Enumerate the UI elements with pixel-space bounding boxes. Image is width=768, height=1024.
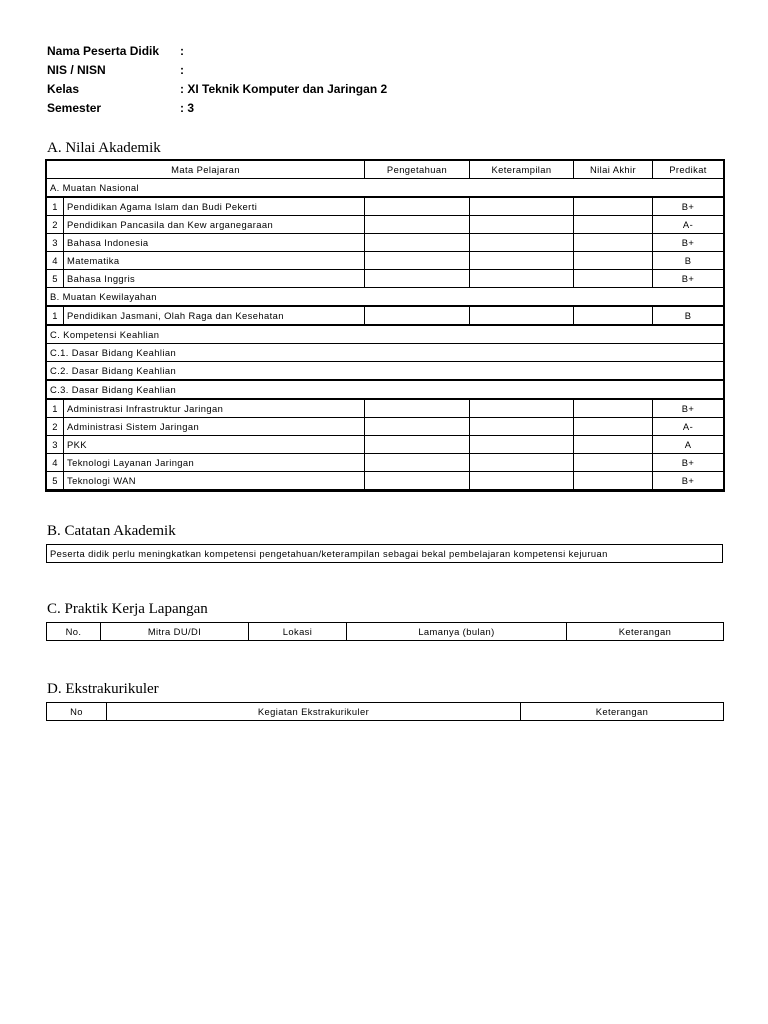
header-kegiatan: Kegiatan Ekstrakurikuler <box>107 703 521 721</box>
pengetahuan-cell <box>365 197 470 216</box>
predikat-cell: A <box>653 436 724 454</box>
row-number: 1 <box>47 197 64 216</box>
pengetahuan-cell <box>365 306 470 325</box>
student-nis-label: NIS / NISN <box>47 62 106 77</box>
internship-header-row <box>47 623 724 641</box>
academic-note: Peserta didik perlu meningkatkan kompetensi pengetahuan/keterampilan sebagai bekal pembelajaran kompetensi kejuruan <box>47 545 723 563</box>
pengetahuan-cell <box>365 216 470 234</box>
keterampilan-cell <box>470 472 574 491</box>
note-row <box>47 545 723 563</box>
predikat-cell: B+ <box>653 454 724 472</box>
nilai-akhir-cell <box>574 472 653 491</box>
pengetahuan-cell <box>365 418 470 436</box>
section-a-title: A. Nilai Akademik <box>47 140 161 156</box>
nilai-akhir-cell <box>574 454 653 472</box>
predikat-cell: B+ <box>653 270 724 288</box>
nilai-akhir-cell <box>574 306 653 325</box>
row-number: 1 <box>47 399 64 418</box>
keterampilan-cell <box>470 234 574 252</box>
row-number: 4 <box>47 454 64 472</box>
pengetahuan-cell <box>365 472 470 491</box>
group-row <box>47 380 724 399</box>
keterampilan-cell <box>470 252 574 270</box>
group-row <box>47 288 724 307</box>
nilai-akhir-cell <box>574 436 653 454</box>
row-number: 3 <box>47 436 64 454</box>
keterampilan-cell <box>470 418 574 436</box>
student-nis-value: : <box>180 62 184 77</box>
table-row <box>47 472 724 491</box>
extracurricular-table <box>46 702 724 721</box>
subject-name: Pendidikan Agama Islam dan Budi Pekerti <box>64 197 365 216</box>
nilai-akhir-cell <box>574 270 653 288</box>
subject-name: Administrasi Sistem Jaringan <box>64 418 365 436</box>
predikat-cell: B+ <box>653 234 724 252</box>
student-name-value: : <box>180 43 184 58</box>
extracurricular-header-row <box>47 703 724 721</box>
nilai-akhir-cell <box>574 399 653 418</box>
grades-header-row <box>47 161 724 179</box>
row-number: 2 <box>47 418 64 436</box>
subject-name: PKK <box>64 436 365 454</box>
nilai-akhir-cell <box>574 197 653 216</box>
subject-name: Administrasi Infrastruktur Jaringan <box>64 399 365 418</box>
table-row <box>47 270 724 288</box>
predikat-cell: B <box>653 306 724 325</box>
student-semester-value: : 3 <box>180 100 195 115</box>
row-number: 5 <box>47 472 64 491</box>
keterampilan-cell <box>470 436 574 454</box>
keterampilan-cell <box>470 399 574 418</box>
student-name-row <box>47 41 387 60</box>
table-row <box>47 399 724 418</box>
header-keterampilan: Keterampilan <box>470 161 574 179</box>
keterampilan-cell <box>470 197 574 216</box>
header-mata-pelajaran: Mata Pelajaran <box>47 161 365 179</box>
group-row <box>47 179 724 198</box>
row-number: 2 <box>47 216 64 234</box>
table-row <box>47 418 724 436</box>
header-lokasi: Lokasi <box>249 623 347 641</box>
row-number: 1 <box>47 306 64 325</box>
pengetahuan-cell <box>365 234 470 252</box>
nilai-akhir-cell <box>574 252 653 270</box>
header-keterangan: Keterangan <box>521 703 724 721</box>
table-row <box>47 197 724 216</box>
keterampilan-cell <box>470 216 574 234</box>
nilai-akhir-cell <box>574 216 653 234</box>
subject-name: Pendidikan Jasmani, Olah Raga dan Kesehatan <box>64 306 365 325</box>
grades-table <box>46 160 724 491</box>
table-row <box>47 454 724 472</box>
section-c-title: C. Praktik Kerja Lapangan <box>47 601 208 617</box>
pengetahuan-cell <box>365 454 470 472</box>
nilai-akhir-cell <box>574 418 653 436</box>
row-number: 4 <box>47 252 64 270</box>
group-row <box>47 325 724 344</box>
predikat-cell: B+ <box>653 197 724 216</box>
pengetahuan-cell <box>365 399 470 418</box>
group-c2: C.2. Dasar Bidang Keahlian <box>47 362 724 381</box>
section-d-title: D. Ekstrakurikuler <box>47 681 159 697</box>
pengetahuan-cell <box>365 436 470 454</box>
internship-table <box>46 622 724 641</box>
predikat-cell: B+ <box>653 399 724 418</box>
header-no: No <box>47 703 107 721</box>
group-c3: C.3. Dasar Bidang Keahlian <box>47 380 724 399</box>
table-row <box>47 234 724 252</box>
group-c1: C.1. Dasar Bidang Keahlian <box>47 344 724 362</box>
subject-name: Bahasa Inggris <box>64 270 365 288</box>
section-b-title: B. Catatan Akademik <box>47 523 176 539</box>
predikat-cell: B+ <box>653 472 724 491</box>
group-muatan-nasional: A. Muatan Nasional <box>47 179 724 198</box>
pengetahuan-cell <box>365 270 470 288</box>
student-semester-row <box>47 98 387 117</box>
student-nis-row <box>47 60 387 79</box>
student-name-label: Nama Peserta Didik <box>47 43 160 58</box>
keterampilan-cell <box>470 306 574 325</box>
student-info <box>47 41 387 117</box>
header-keterangan: Keterangan <box>567 623 724 641</box>
keterampilan-cell <box>470 270 574 288</box>
subject-name: Matematika <box>64 252 365 270</box>
student-class-value: : XI Teknik Komputer dan Jaringan 2 <box>180 81 388 96</box>
predikat-cell: A- <box>653 216 724 234</box>
table-row <box>47 436 724 454</box>
predikat-cell: A- <box>653 418 724 436</box>
header-pengetahuan: Pengetahuan <box>365 161 470 179</box>
subject-name: Pendidikan Pancasila dan Kew arganegaraan <box>64 216 365 234</box>
student-class-label: Kelas <box>47 81 80 96</box>
row-number: 3 <box>47 234 64 252</box>
student-class-row <box>47 79 387 98</box>
group-kompetensi-keahlian: C. Kompetensi Keahlian <box>47 325 724 344</box>
predikat-cell: B <box>653 252 724 270</box>
header-no: No. <box>47 623 101 641</box>
row-number: 5 <box>47 270 64 288</box>
subject-name: Teknologi WAN <box>64 472 365 491</box>
subject-name: Teknologi Layanan Jaringan <box>64 454 365 472</box>
student-semester-label: Semester <box>47 100 102 115</box>
header-mitra: Mitra DU/DI <box>101 623 249 641</box>
group-muatan-kewilayahan: B. Muatan Kewilayahan <box>47 288 724 307</box>
nilai-akhir-cell <box>574 234 653 252</box>
keterampilan-cell <box>470 454 574 472</box>
notes-table <box>46 544 723 563</box>
header-nilai-akhir: Nilai Akhir <box>574 161 653 179</box>
table-row <box>47 216 724 234</box>
header-lamanya: Lamanya (bulan) <box>347 623 567 641</box>
group-row <box>47 344 724 362</box>
table-row <box>47 306 724 325</box>
table-row <box>47 252 724 270</box>
group-row <box>47 362 724 381</box>
pengetahuan-cell <box>365 252 470 270</box>
header-predikat: Predikat <box>653 161 724 179</box>
subject-name: Bahasa Indonesia <box>64 234 365 252</box>
